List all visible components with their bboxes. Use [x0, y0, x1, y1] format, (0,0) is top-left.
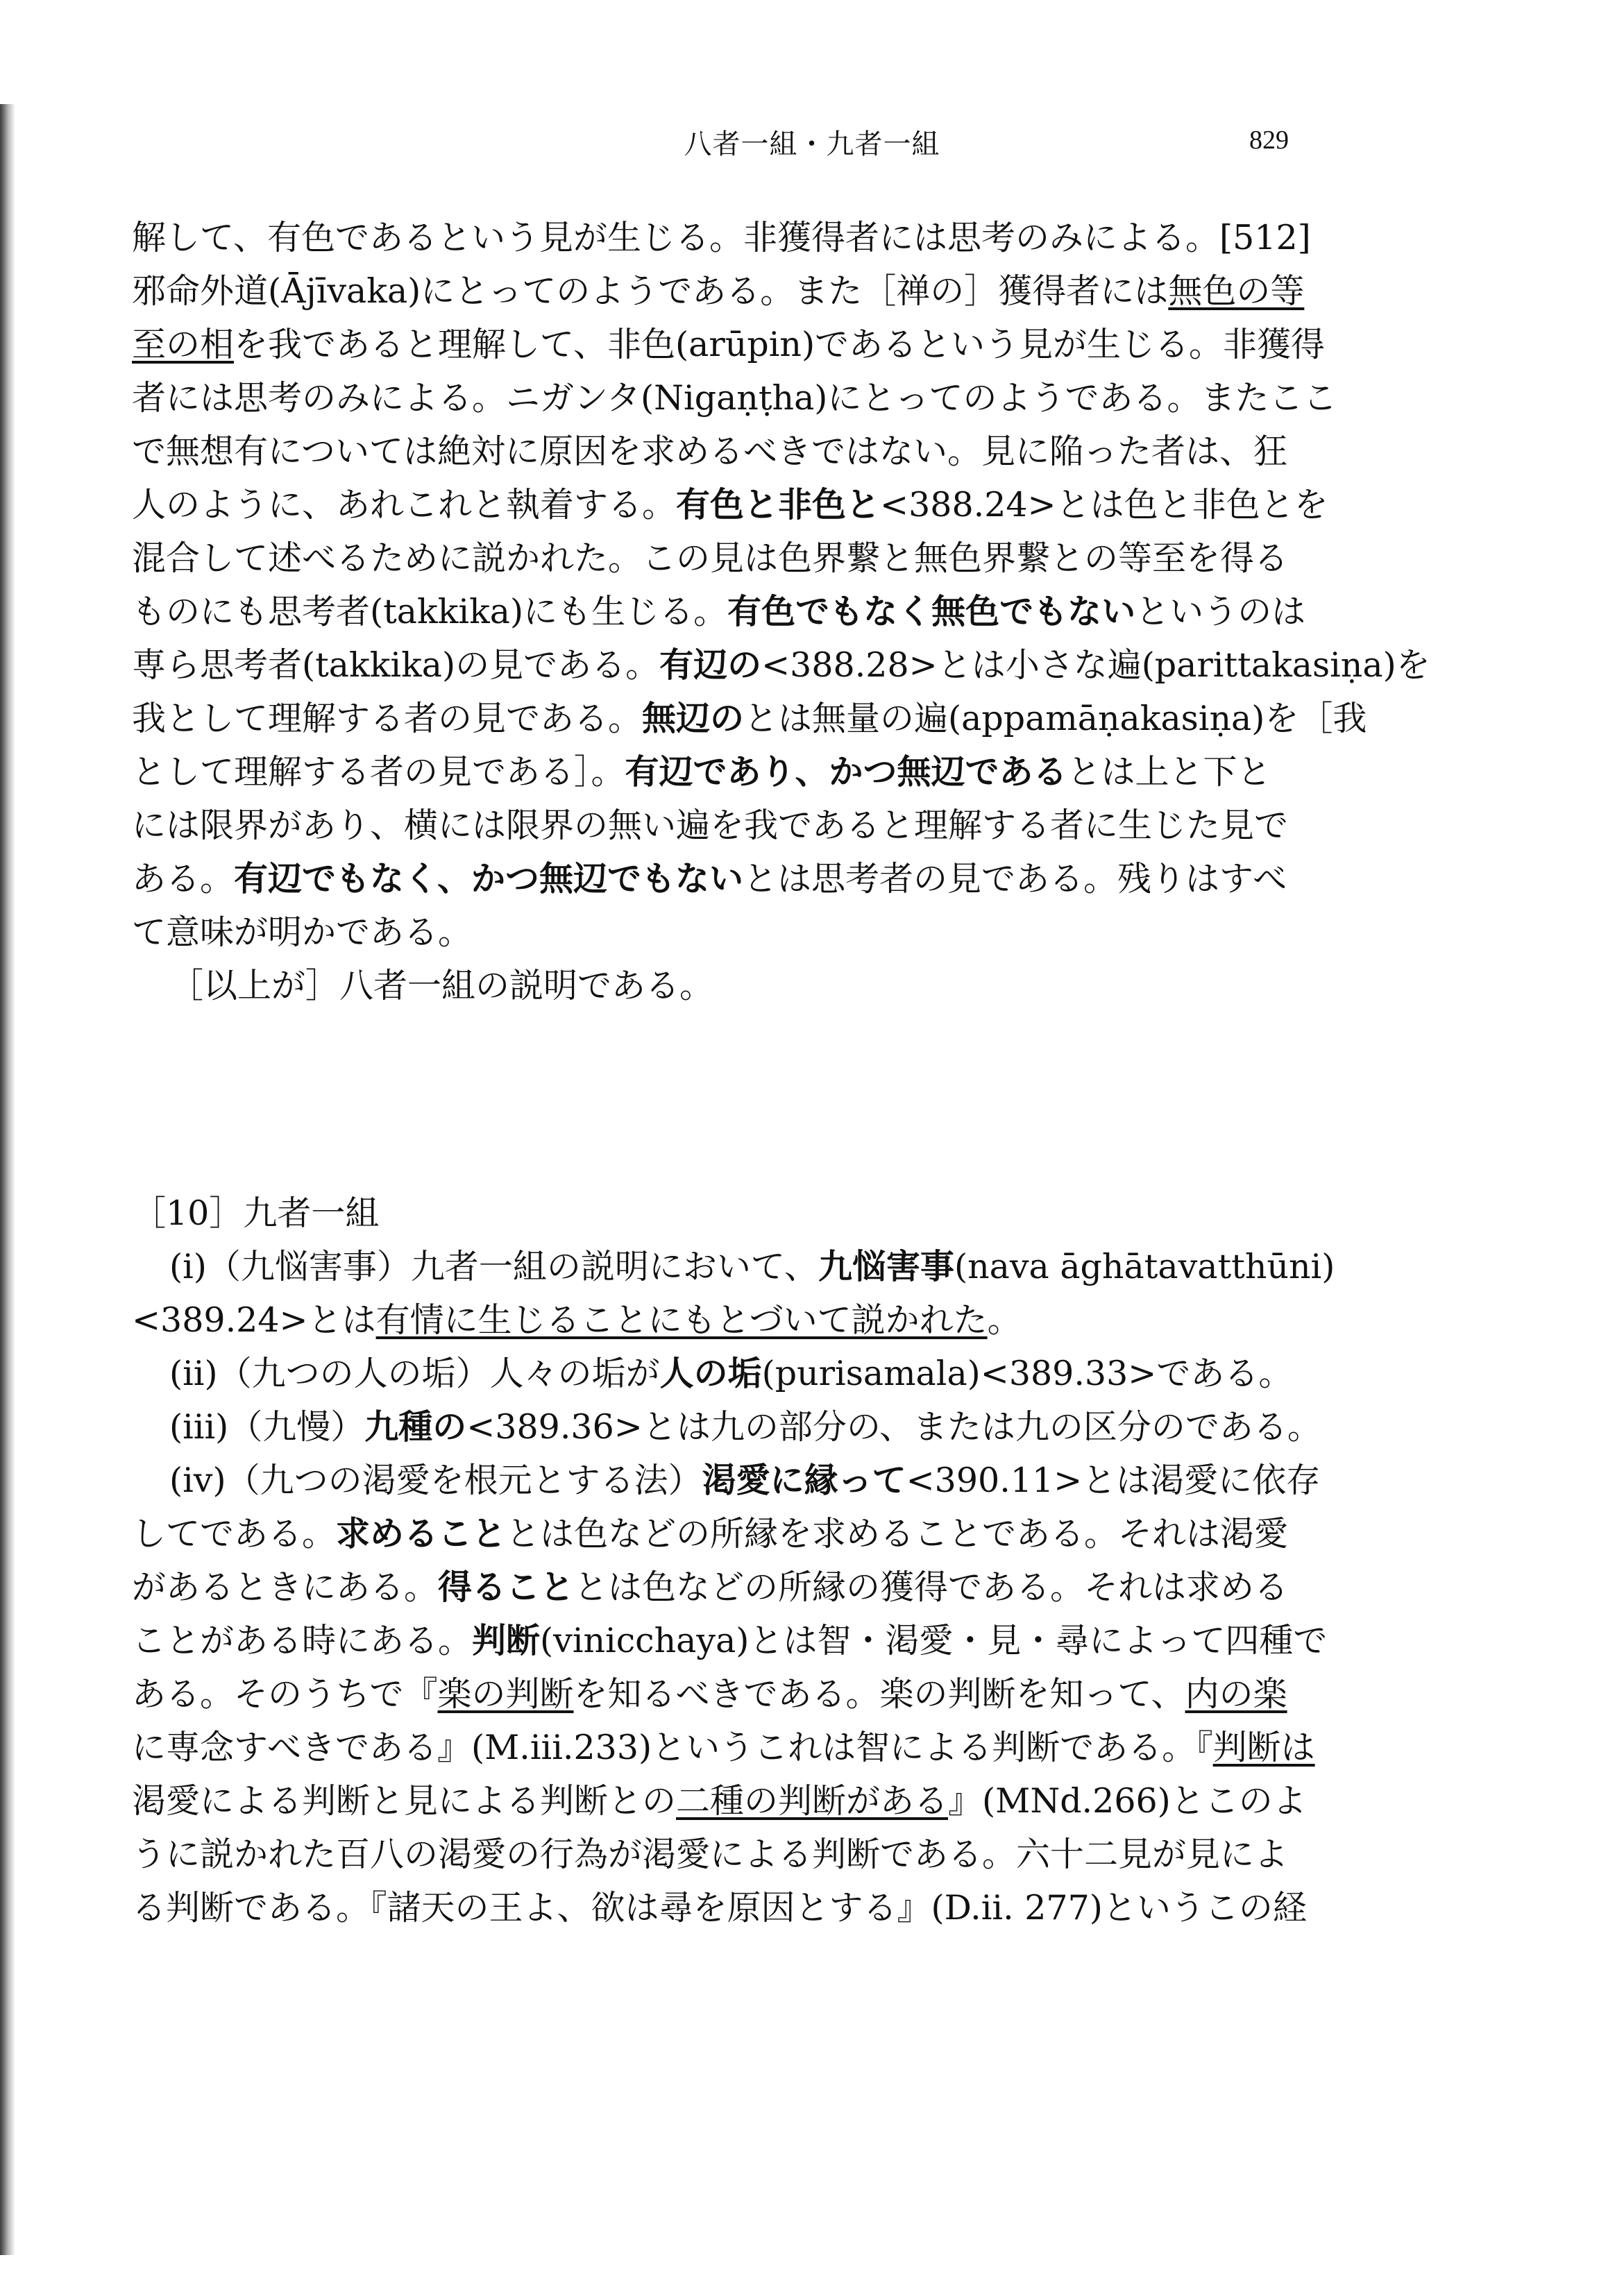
- text-line: 邪命外道(Ājīvaka)にとってのようである。また［禅の］獲得者には無色の等: [132, 271, 1305, 311]
- text-line: 渇愛による判断と見による判断との二種の判断がある』(MNd.266)とこのよ: [132, 1781, 1307, 1821]
- bold-term: 有辺でもなく、かつ無辺でもない: [234, 859, 744, 899]
- text-line: に専念すべきである』(M.iii.233)というこれは智による判断である。『判断は: [132, 1728, 1315, 1767]
- text-line: ものにも思考者(takkika)にも生じる。有色でもなく無色でもないというのは: [132, 592, 1306, 631]
- text-line: してである。求めることとは色などの所縁を求めることである。それは渇愛: [132, 1514, 1289, 1554]
- text-line: (ii)（九つの人の垢）人々の垢が人の垢(purisamala)<389.33>である。: [169, 1354, 1293, 1393]
- bold-term: 九種の: [364, 1407, 467, 1447]
- text-line: には限界があり、横には限界の無い遍を我であると理解する者に生じた見で: [132, 806, 1289, 845]
- text-line: があるときにある。得ることとは色などの所縁の獲得である。それは求める: [132, 1567, 1289, 1607]
- bold-term: 有色と非色と: [676, 485, 881, 525]
- bold-term: 得ること: [438, 1567, 575, 1607]
- scan-shadow-edge: [0, 104, 15, 2255]
- text-line: ある。そのうちで『楽の判断を知るべきである。楽の判断を知って、内の楽: [132, 1674, 1287, 1714]
- text-line: 専ら思考者(takkika)の見である。有辺の<388.28>とは小さな遍(parittakasiṇa)を: [132, 645, 1430, 685]
- bold-term: 有辺であり、かつ無辺である: [625, 752, 1067, 792]
- section-nine-groups: [132, 1187, 1335, 1934]
- text-line: うに説かれた百八の渇愛の行為が渇愛による判断である。六十二見が見によ: [132, 1835, 1289, 1874]
- text-line: 者には思考のみによる。ニガンタ(Nigaṇṭha)にとってのようである。またここ: [132, 378, 1337, 418]
- underlined-phrase: 内の楽: [1185, 1674, 1287, 1714]
- paragraph-eight-groups: [132, 211, 1430, 1012]
- bold-term: 無辺の: [642, 699, 745, 738]
- underlined-phrase: 判断は: [1212, 1728, 1315, 1767]
- text-line: 我として理解する者の見である。無辺のとは無量の遍(appamāṇakasiṇa)を［我: [132, 699, 1367, 738]
- text-line: として理解する者の見である］。有辺であり、かつ無辺であるとは上と下と: [132, 752, 1271, 792]
- text-line: 解して、有色であるという見が生じる。非獲得者には思考のみによる。[512]: [132, 218, 1311, 257]
- text-line: (i)（九悩害事）九者一組の説明において、九悩害事(nava āghātavatthūni): [169, 1247, 1335, 1286]
- underlined-phrase: 有情に生じることにもとづいて説かれた: [375, 1300, 988, 1340]
- text-line: ［以上が］八者一組の説明である。: [169, 966, 714, 1005]
- bold-term: 人の垢: [659, 1354, 762, 1393]
- text-line: (iv)（九つの渇愛を根元とする法）渇愛に縁って<390.11>とは渇愛に依存: [169, 1461, 1321, 1500]
- text-line: 人のように、あれこれと執着する。有色と非色と<388.24>とは色と非色とを: [132, 485, 1328, 525]
- text-line: 至の相を我であると理解して、非色(arūpin)であるという見が生じる。非獲得: [132, 325, 1326, 364]
- underlined-phrase: 楽の判断: [437, 1674, 574, 1714]
- text-line: ことがある時にある。判断(vinicchaya)とは智・渇愛・見・尋によって四種で: [132, 1621, 1328, 1660]
- bold-term: 有色でもなく無色でもない: [727, 592, 1136, 631]
- section-heading: ［10］九者一組: [132, 1193, 380, 1233]
- bold-term: 九悩害事: [818, 1247, 954, 1286]
- bold-term: 渇愛に縁って: [702, 1461, 906, 1500]
- underlined-phrase: 無色の等: [1168, 271, 1305, 311]
- bold-term: 求めること: [336, 1514, 507, 1554]
- text-line: て意味が明かである。: [132, 912, 473, 952]
- page-number: 829: [1249, 126, 1289, 155]
- bold-term: 判断: [472, 1621, 541, 1660]
- running-header: 八者一組・九者一組: [684, 128, 940, 160]
- text-line: <389.24>とは有情に生じることにもとづいて説かれた。: [132, 1300, 1022, 1340]
- text-line: る判断である。『諸天の王よ、欲は尋を原因とする』(D.ii. 277)というこの経: [132, 1888, 1307, 1928]
- text-line: ある。有辺でもなく、かつ無辺でもないとは思考者の見である。残りはすべ: [132, 859, 1287, 899]
- bold-term: 有辺の: [659, 645, 762, 685]
- underlined-phrase: 二種の判断がある: [676, 1781, 949, 1821]
- text-line: 混合して述べるために説かれた。この見は色界繋と無色界繋との等至を得る: [132, 538, 1289, 578]
- underlined-phrase: 至の相: [132, 325, 235, 364]
- text-line: で無想有については絶対に原因を求めるべきではない。見に陥った者は、狂: [132, 432, 1288, 471]
- text-line: (iii)（九慢）九種の<389.36>とは九の部分の、または九の区分のである。: [169, 1407, 1321, 1447]
